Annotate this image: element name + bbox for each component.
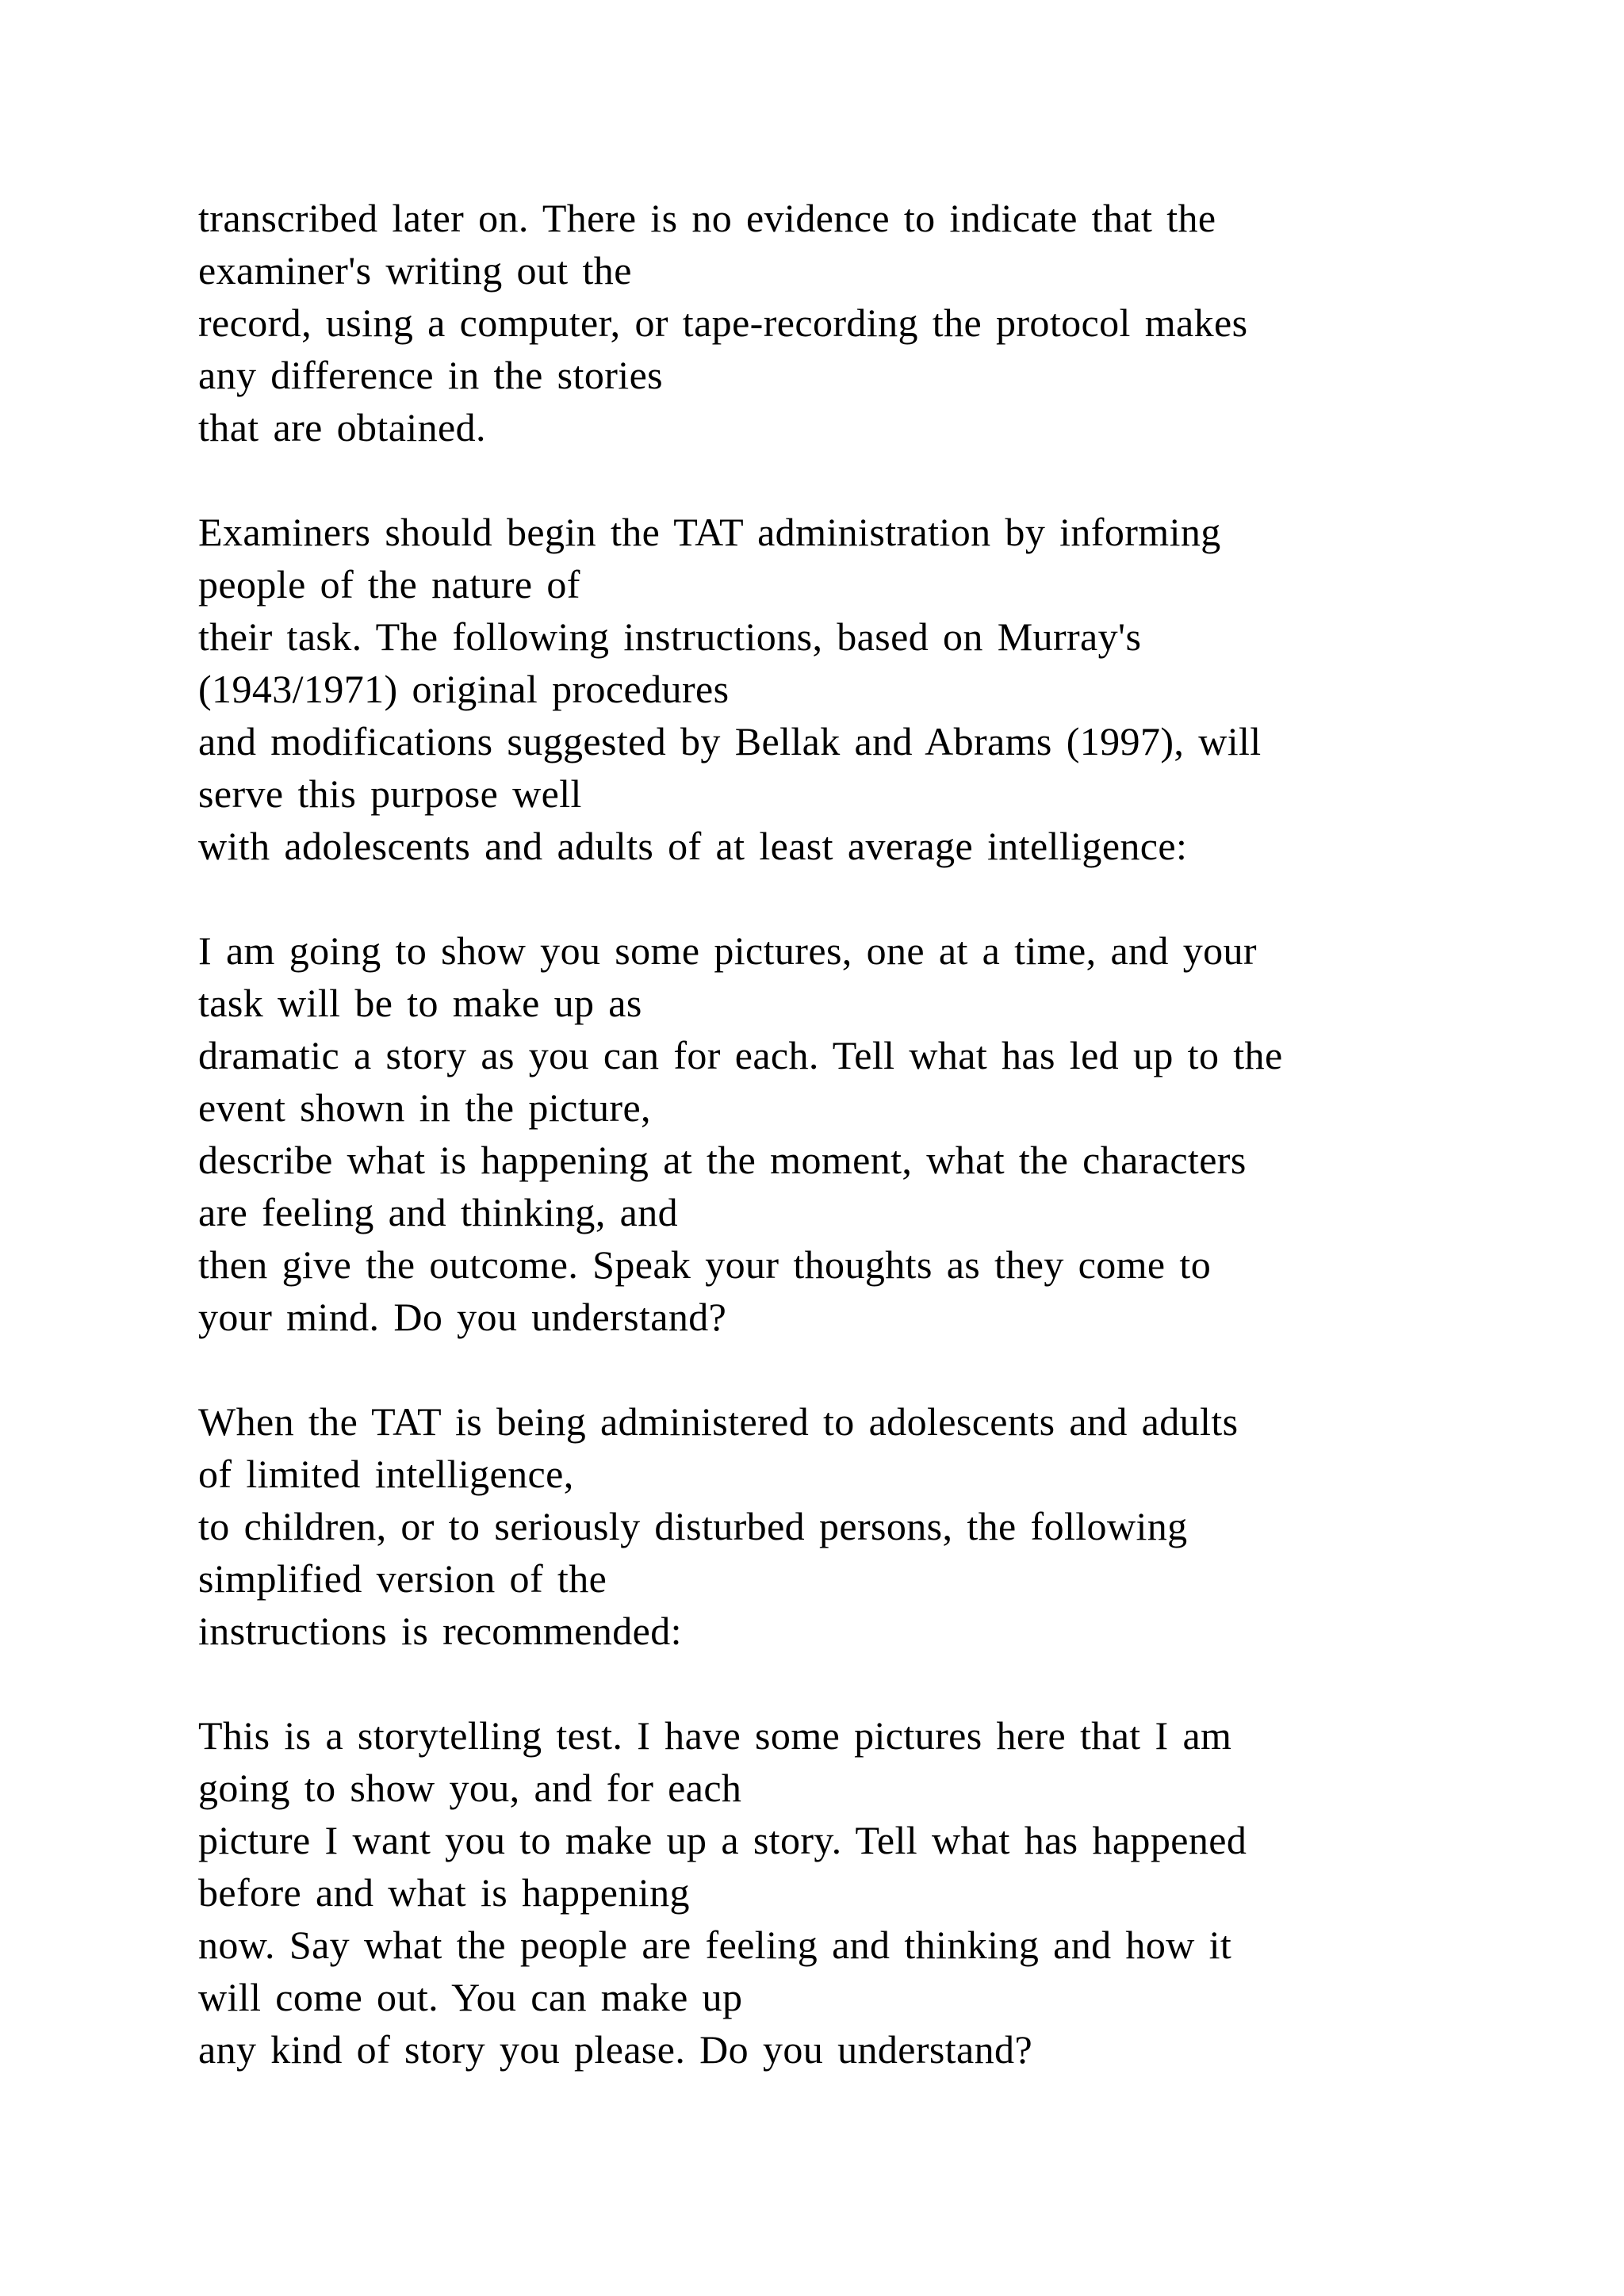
text-line: record, using a computer, or tape-recording the protocol makes (198, 300, 1248, 345)
text-line: that are obtained. (198, 405, 486, 450)
text-line: instructions is recommended: (198, 1609, 682, 1653)
document-body (198, 192, 1507, 2128)
paragraph-standard-instructions (198, 924, 1507, 1343)
text-line: (1943/1971) original procedures (198, 667, 730, 711)
text-line: will come out. You can make up (198, 1975, 743, 2019)
text-line: This is a storytelling test. I have some pictures here that I am (198, 1713, 1232, 1758)
paragraph-simplified-instructions (198, 1709, 1507, 2076)
paragraph-administration-intro (198, 506, 1507, 872)
paragraph-simplified-intro (198, 1395, 1507, 1657)
text-line: dramatic a story as you can for each. Tell what has led up to the (198, 1033, 1283, 1077)
text-line: Examiners should begin the TAT administration by informing (198, 510, 1221, 554)
text-line: and modifications suggested by Bellak and Abrams (1997), will (198, 719, 1262, 763)
text-line: any kind of story you please. Do you understand? (198, 2027, 1033, 2072)
text-line: transcribed later on. There is no evidence to indicate that the (198, 196, 1216, 240)
text-line: with adolescents and adults of at least average intelligence: (198, 824, 1188, 868)
text-line: event shown in the picture, (198, 1085, 651, 1130)
text-line: your mind. Do you understand? (198, 1295, 727, 1339)
text-line: When the TAT is being administered to adolescents and adults (198, 1399, 1239, 1444)
text-line: going to show you, and for each (198, 1766, 742, 1810)
text-line: simplified version of the (198, 1556, 607, 1601)
text-line: now. Say what the people are feeling and thinking and how it (198, 1923, 1232, 1967)
text-line: examiner's writing out the (198, 248, 632, 293)
text-line: serve this purpose well (198, 771, 582, 816)
text-line: before and what is happening (198, 1870, 690, 1915)
text-line: then give the outcome. Speak your thoughts as they come to (198, 1242, 1212, 1287)
text-line: describe what is happening at the moment, what the characters (198, 1138, 1247, 1182)
text-line: of limited intelligence, (198, 1452, 574, 1496)
text-line: I am going to show you some pictures, one at a time, and your (198, 928, 1257, 973)
text-line: people of the nature of (198, 562, 580, 607)
text-line: are feeling and thinking, and (198, 1190, 679, 1234)
paragraph-recording-note (198, 192, 1507, 453)
text-line: any difference in the stories (198, 353, 664, 397)
text-line: task will be to make up as (198, 981, 642, 1025)
text-line: picture I want you to make up a story. Tell what has happened (198, 1818, 1247, 1862)
text-line: to children, or to seriously disturbed persons, the following (198, 1504, 1188, 1548)
text-line: their task. The following instructions, based on Murray's (198, 614, 1142, 659)
